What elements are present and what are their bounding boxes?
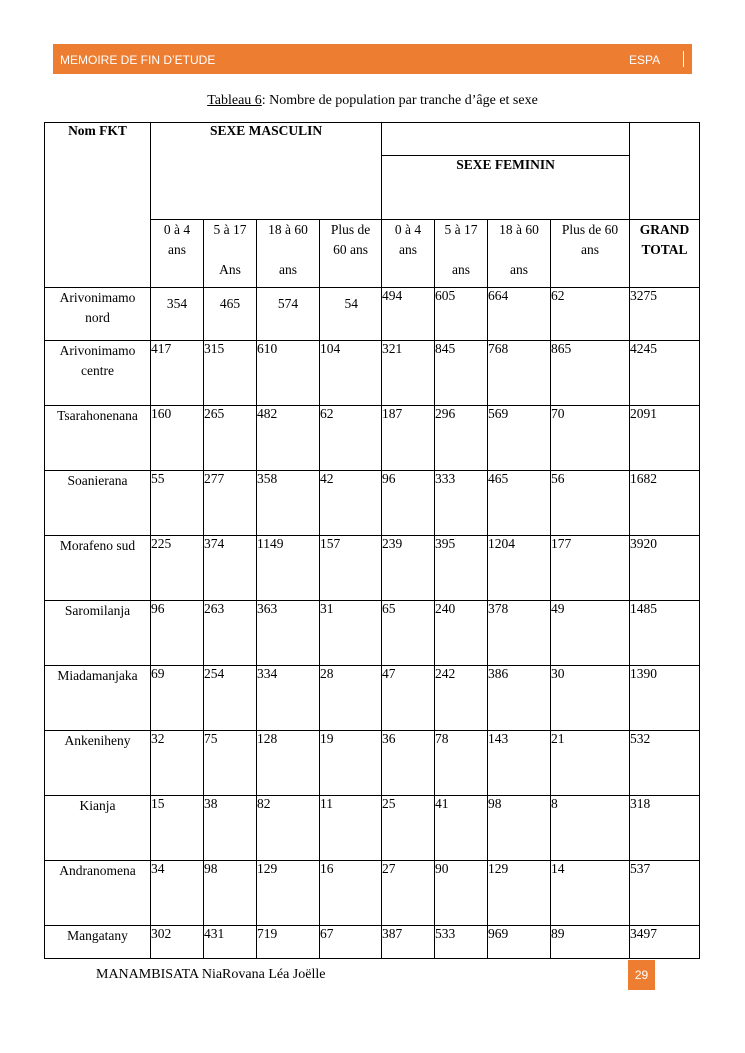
- value-cell: 67: [320, 926, 382, 959]
- value-cell: 21: [551, 731, 630, 796]
- fkt-name-line: Soanierana: [67, 473, 128, 488]
- header-separator: [683, 51, 684, 67]
- value-cell: 240: [435, 601, 488, 666]
- fkt-name-line: centre: [81, 363, 114, 378]
- fkt-name: [45, 288, 151, 341]
- value-cell: 14: [551, 861, 630, 926]
- fkt-name-line: nord: [85, 310, 110, 325]
- fkt-name: [45, 666, 151, 731]
- value-cell: 1682: [630, 471, 700, 536]
- value-cell: 664: [488, 288, 551, 341]
- value-cell: 11: [320, 796, 382, 861]
- value-cell: 865: [551, 341, 630, 406]
- header-row-ages: [45, 220, 700, 288]
- subheader-line: ans: [279, 262, 297, 277]
- value-cell: 302: [151, 926, 204, 959]
- subheader-age-3: [320, 220, 382, 288]
- value-cell: 54: [320, 288, 382, 341]
- subheader-line: 0 à 4: [394, 222, 422, 237]
- caption-text: : Nombre de population par tranche d’âge et sexe: [261, 93, 538, 108]
- subheader-line: 18 à 60: [499, 222, 539, 237]
- value-cell: 395: [435, 536, 488, 601]
- value-cell: 16: [320, 861, 382, 926]
- subheader-age-4: [382, 220, 435, 288]
- fkt-name-line: Kianja: [79, 798, 116, 813]
- value-cell: 56: [551, 471, 630, 536]
- subheader-line: 60 ans: [333, 242, 368, 257]
- value-cell: 265: [204, 406, 257, 471]
- subheader-line: 0 à 4: [163, 222, 191, 237]
- fkt-name: [45, 601, 151, 666]
- header-nom-fkt: Nom FKT: [45, 123, 151, 220]
- grand-total-line: TOTAL: [641, 242, 688, 257]
- value-cell: 69: [151, 666, 204, 731]
- fkt-name: [45, 341, 151, 406]
- subheader-line: ans: [168, 242, 186, 257]
- fkt-name-line: Morafeno sud: [59, 538, 136, 553]
- value-cell: 27: [382, 861, 435, 926]
- value-cell: 34: [151, 861, 204, 926]
- fkt-name: [45, 796, 151, 861]
- value-cell: 31: [320, 601, 382, 666]
- subheader-line: [204, 240, 256, 260]
- fkt-name: [45, 926, 151, 959]
- value-cell: 315: [204, 341, 257, 406]
- fkt-name: [45, 731, 151, 796]
- value-cell: 3497: [630, 926, 700, 959]
- value-cell: 30: [551, 666, 630, 731]
- header-row-groups: [45, 123, 700, 220]
- value-cell: 321: [382, 341, 435, 406]
- subheader-line: Plus de: [330, 222, 371, 237]
- value-cell: 719: [257, 926, 320, 959]
- value-cell: 1390: [630, 666, 700, 731]
- value-cell: 354: [151, 288, 204, 341]
- value-cell: 387: [382, 926, 435, 959]
- subheader-age-7: [551, 220, 630, 288]
- value-cell: 19: [320, 731, 382, 796]
- value-cell: 129: [257, 861, 320, 926]
- value-cell: 494: [382, 288, 435, 341]
- value-cell: 239: [382, 536, 435, 601]
- value-cell: 1149: [257, 536, 320, 601]
- subheader-age-0: [151, 220, 204, 288]
- table-row: [45, 926, 700, 959]
- subheader-line: 5 à 17: [444, 222, 478, 237]
- value-cell: 98: [488, 796, 551, 861]
- value-cell: 363: [257, 601, 320, 666]
- value-cell: 845: [435, 341, 488, 406]
- value-cell: 70: [551, 406, 630, 471]
- subheader-name-blank: [45, 220, 151, 288]
- value-cell: 431: [204, 926, 257, 959]
- subheader-line: [435, 240, 487, 260]
- value-cell: 187: [382, 406, 435, 471]
- fkt-name: [45, 536, 151, 601]
- subheader-age-5: [435, 220, 488, 288]
- subheader-line: ans: [510, 262, 529, 277]
- value-cell: 8: [551, 796, 630, 861]
- value-cell: 104: [320, 341, 382, 406]
- table-row: [45, 796, 700, 861]
- value-cell: 157: [320, 536, 382, 601]
- value-cell: 537: [630, 861, 700, 926]
- value-cell: 533: [435, 926, 488, 959]
- fkt-name: [45, 861, 151, 926]
- value-cell: 482: [257, 406, 320, 471]
- value-cell: 605: [435, 288, 488, 341]
- value-cell: 296: [435, 406, 488, 471]
- subheader-line: 18 à 60: [268, 222, 308, 237]
- fkt-name-line: Mangatany: [67, 928, 128, 943]
- population-table: [44, 122, 700, 959]
- value-cell: 4245: [630, 341, 700, 406]
- value-cell: 65: [382, 601, 435, 666]
- value-cell: 1204: [488, 536, 551, 601]
- header-sexe-feminin-cell: [382, 123, 630, 220]
- value-cell: 1485: [630, 601, 700, 666]
- value-cell: 254: [204, 666, 257, 731]
- value-cell: 263: [204, 601, 257, 666]
- value-cell: 78: [435, 731, 488, 796]
- value-cell: 358: [257, 471, 320, 536]
- value-cell: 38: [204, 796, 257, 861]
- value-cell: 62: [551, 288, 630, 341]
- table-row: [45, 731, 700, 796]
- subheader-line: 5 à 17: [213, 222, 247, 237]
- value-cell: 465: [488, 471, 551, 536]
- fkt-name-line: Miadamanjaka: [57, 668, 138, 683]
- value-cell: 177: [551, 536, 630, 601]
- subheader-grand-total: [630, 220, 700, 288]
- value-cell: 768: [488, 341, 551, 406]
- value-cell: 386: [488, 666, 551, 731]
- table-row: [45, 861, 700, 926]
- caption-label: Tableau 6: [207, 93, 262, 108]
- value-cell: 128: [257, 731, 320, 796]
- table-row: [45, 601, 700, 666]
- value-cell: 160: [151, 406, 204, 471]
- value-cell: 378: [488, 601, 551, 666]
- value-cell: 90: [435, 861, 488, 926]
- subheader-age-2: [257, 220, 320, 288]
- page-number: 29: [628, 960, 655, 990]
- table-row: [45, 341, 700, 406]
- subheader-line: [257, 240, 319, 260]
- subheader-line: ans: [452, 262, 471, 277]
- table-row: [45, 288, 700, 341]
- header-title: MEMOIRE DE FIN D’ETUDE: [60, 53, 216, 67]
- value-cell: 32: [151, 731, 204, 796]
- subheader-line: ans: [399, 242, 418, 257]
- value-cell: 969: [488, 926, 551, 959]
- footer-author: MANAMBISATA NiaRovana Léa Joëlle: [96, 967, 326, 982]
- header-sexe-feminin: SEXE FEMININ: [456, 157, 555, 172]
- value-cell: 47: [382, 666, 435, 731]
- value-cell: 334: [257, 666, 320, 731]
- header-total-blank: [630, 123, 700, 220]
- value-cell: 49: [551, 601, 630, 666]
- value-cell: 25: [382, 796, 435, 861]
- subheader-line: Plus de 60: [561, 222, 619, 237]
- page-header-bar: [53, 44, 692, 74]
- value-cell: 417: [151, 341, 204, 406]
- value-cell: 42: [320, 471, 382, 536]
- value-cell: 3275: [630, 288, 700, 341]
- subheader-line: [488, 240, 550, 260]
- fkt-name: [45, 406, 151, 471]
- value-cell: 318: [630, 796, 700, 861]
- subheader-age-6: [488, 220, 551, 288]
- fkt-name-line: Ankeniheny: [64, 733, 131, 748]
- value-cell: 96: [382, 471, 435, 536]
- grand-total-line: GRAND: [639, 222, 690, 237]
- value-cell: 374: [204, 536, 257, 601]
- fkt-name-line: Andranomena: [59, 863, 136, 878]
- table-row: [45, 406, 700, 471]
- table-row: [45, 471, 700, 536]
- value-cell: 225: [151, 536, 204, 601]
- fkt-name-line: Arivonimamo: [59, 343, 136, 358]
- value-cell: 96: [151, 601, 204, 666]
- value-cell: 98: [204, 861, 257, 926]
- table-row: [45, 666, 700, 731]
- value-cell: 242: [435, 666, 488, 731]
- value-cell: 532: [630, 731, 700, 796]
- value-cell: 89: [551, 926, 630, 959]
- value-cell: 277: [204, 471, 257, 536]
- value-cell: 36: [382, 731, 435, 796]
- value-cell: 62: [320, 406, 382, 471]
- value-cell: 333: [435, 471, 488, 536]
- header-sexe-masculin: SEXE MASCULIN: [151, 123, 382, 220]
- value-cell: 2091: [630, 406, 700, 471]
- value-cell: 28: [320, 666, 382, 731]
- value-cell: 610: [257, 341, 320, 406]
- value-cell: 75: [204, 731, 257, 796]
- table-row: [45, 536, 700, 601]
- value-cell: 143: [488, 731, 551, 796]
- value-cell: 55: [151, 471, 204, 536]
- fkt-name-line: Tsarahonenana: [57, 408, 138, 423]
- header-school: ESPA: [629, 53, 661, 67]
- value-cell: 82: [257, 796, 320, 861]
- value-cell: 15: [151, 796, 204, 861]
- value-cell: 574: [257, 288, 320, 341]
- value-cell: 129: [488, 861, 551, 926]
- subheader-line: ans: [581, 242, 600, 257]
- subheader-line: Ans: [219, 262, 241, 277]
- value-cell: 465: [204, 288, 257, 341]
- value-cell: 41: [435, 796, 488, 861]
- fkt-name: [45, 471, 151, 536]
- fkt-name-line: Saromilanja: [64, 603, 131, 618]
- subheader-age-1: [204, 220, 257, 288]
- value-cell: 569: [488, 406, 551, 471]
- table-caption: [0, 93, 745, 109]
- value-cell: 3920: [630, 536, 700, 601]
- fkt-name-line: Arivonimamo: [59, 290, 136, 305]
